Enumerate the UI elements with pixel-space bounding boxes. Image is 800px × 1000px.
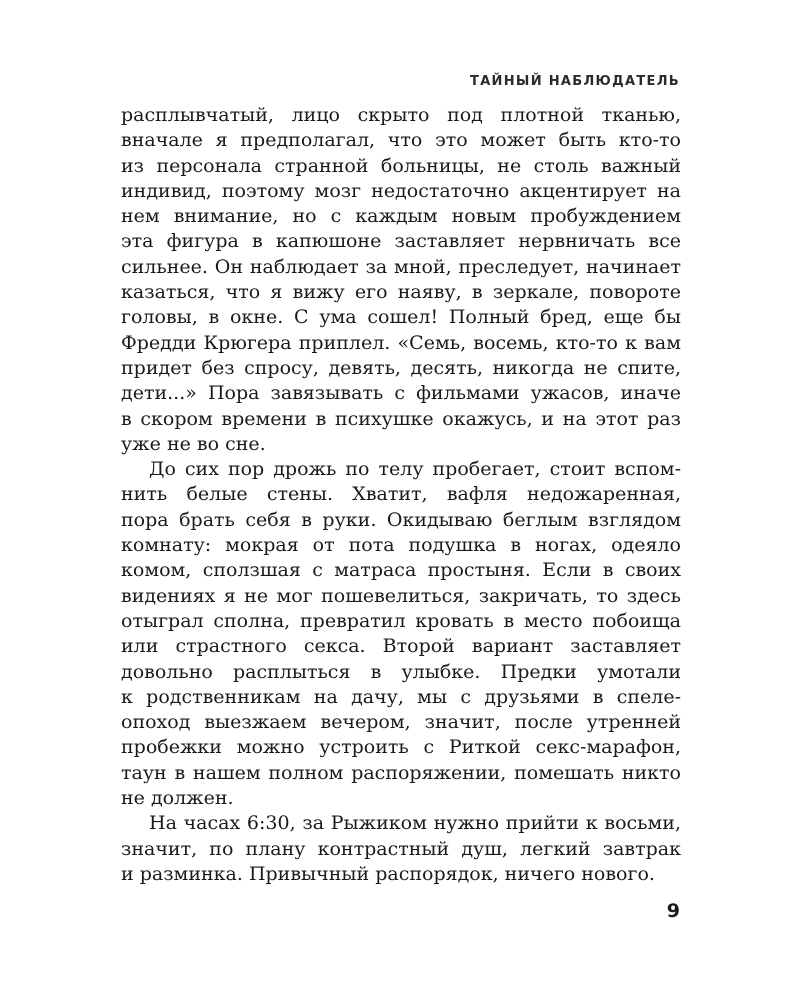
text-line: довольно расплыться в улыбке. Предки умотали bbox=[121, 660, 681, 683]
text-line: из персонала странной больницы, не столь важный bbox=[121, 154, 681, 177]
text-line: комнату: мокрая от пота подушка в ногах, одеяло bbox=[121, 534, 681, 557]
text-line: расплывчатый, лицо скрыто под плотной тканью, bbox=[121, 104, 681, 126]
text-line: придет без спросу, девять, десять, никогда не спите, bbox=[121, 356, 681, 379]
text-line: казаться, что я вижу его наяву, в зеркале, повороте bbox=[121, 281, 681, 304]
text-line: или страстного секса. Второй вариант заставляет bbox=[121, 635, 681, 658]
page-number: 9 bbox=[666, 900, 680, 922]
text-line: к родственникам на дачу, мы с друзьями в спеле- bbox=[121, 685, 681, 708]
text-line: уже не во сне. bbox=[121, 432, 266, 455]
text-line: в скором времени в психушке окажусь, и на этот раз bbox=[121, 407, 681, 430]
body-text bbox=[121, 103, 681, 887]
text-line: сильнее. Он наблюдает за мной, преследует, начинает bbox=[121, 255, 681, 278]
paragraph bbox=[121, 811, 681, 887]
text-line: До сих пор дрожь по телу пробегает, стоит вспом- bbox=[149, 458, 681, 481]
text-line: Фредди Крюгера приплел. «Семь, восемь, кто-то к вам bbox=[121, 331, 681, 354]
text-line: пробежки можно устроить с Риткой секс-марафон, bbox=[121, 736, 681, 759]
text-line: пора брать себя в руки. Окидываю беглым взглядом bbox=[121, 508, 681, 531]
text-line: не должен. bbox=[121, 787, 234, 810]
text-line: На часах 6:30, за Рыжиком нужно прийти к восьми, bbox=[149, 812, 681, 835]
text-line: головы, в окне. С ума сошел! Полный бред, еще бы bbox=[121, 306, 681, 329]
text-line: значит, по плану контрастный душ, легкий завтрак bbox=[121, 837, 681, 860]
text-line: и разминка. Привычный распорядок, ничего нового. bbox=[121, 862, 655, 885]
text-line: нем внимание, но с каждым новым пробуждением bbox=[121, 205, 681, 228]
text-line: отыграл сполна, превратил кровать в место побоища bbox=[121, 609, 681, 632]
text-line: индивид, поэтому мозг недостаточно акцентирует на bbox=[121, 179, 681, 202]
text-line: вначале я предполагал, что это может быть кто-то bbox=[121, 129, 681, 152]
text-line: дети...» Пора завязывать с фильмами ужасов, иначе bbox=[121, 382, 681, 405]
text-line: таун в нашем полном распоряжении, помешать никто bbox=[121, 761, 681, 784]
text-line: опоход выезжаем вечером, значит, после утренней bbox=[121, 711, 681, 734]
text-line: нить белые стены. Хватит, вафля недожаренная, bbox=[121, 483, 681, 506]
paragraph bbox=[121, 457, 681, 811]
text-line: комом, сползшая с матраса простыня. Если в своих bbox=[121, 559, 681, 582]
text-line: видениях я не мог пошевелиться, закричать, то здесь bbox=[121, 584, 681, 607]
running-head: ТАЙНЫЙ НАБЛЮДАТЕЛЬ bbox=[470, 74, 680, 89]
paragraph bbox=[121, 103, 681, 457]
text-line: эта фигура в капюшоне заставляет нервничать все bbox=[121, 230, 681, 253]
